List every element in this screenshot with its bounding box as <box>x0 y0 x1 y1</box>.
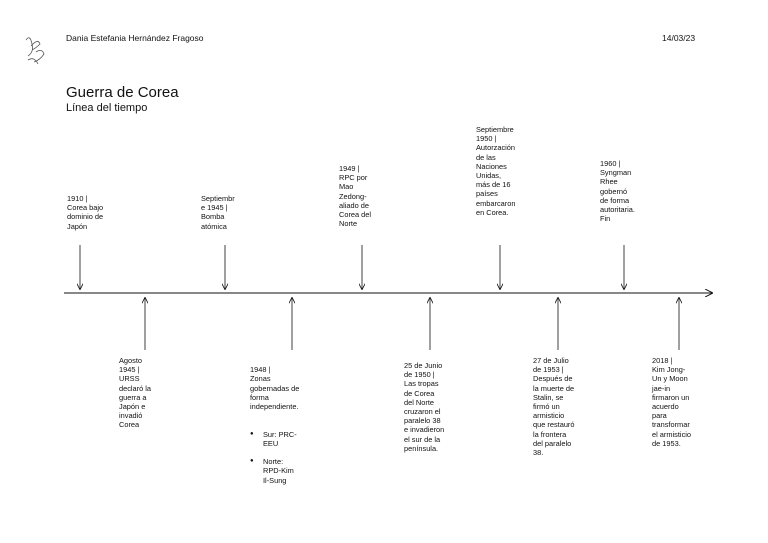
event-1945-bomba: Septiembr e 1945 | Bomba atómica <box>201 194 235 231</box>
event-1948-bullets <box>250 420 299 494</box>
page-title: Guerra de Corea <box>66 84 179 101</box>
event-1950-onu: Septiembre 1950 | Autorzación de las Naciones Unidas, más de 16 países embarcaron en Corea. <box>476 125 516 217</box>
event-1949: 1949 | RPC por Mao Zedong- aliado de Corea del Norte <box>339 164 372 229</box>
author-name: Dania Estefania Hernández Fragoso <box>66 33 204 43</box>
document-date: 14/03/23 <box>662 33 696 43</box>
bullet-sur: ● Sur: PRC- EEU <box>250 430 299 448</box>
event-1950-invasion: 25 de Junio de 1950 | Las tropas de Corea del Norte cruzaron el paralelo 38 e invadieron el sur de la península. <box>404 361 445 453</box>
event-1948-text: 1948 | Zonas gobernadas de forma independiente. <box>250 365 300 412</box>
event-1948 <box>250 356 299 503</box>
event-1953: 27 de Julio de 1953 | Después de la muerte de Stalin, se firmó un armisticio que restauró la frontera del paralelo 38. <box>533 356 575 458</box>
bullet-norte: ● Norte: RPD-Kim Il-Sung <box>250 457 299 485</box>
page-subtitle: Línea del tiempo <box>66 102 148 114</box>
event-1910: 1910 | Corea bajo dominio de Japón <box>67 194 104 231</box>
event-1960: 1960 | Syngman Rhee gobernó de forma autoritaria. Fin <box>600 159 635 224</box>
event-1945-urss: Agosto 1945 | URSS declaró la guerra a Japón e invadió Corea <box>119 356 152 430</box>
event-2018: 2018 | Kim Jong- Un y Moon jae-in firmaron un acuerdo para transformar el armisticio de 1953. <box>652 356 692 448</box>
